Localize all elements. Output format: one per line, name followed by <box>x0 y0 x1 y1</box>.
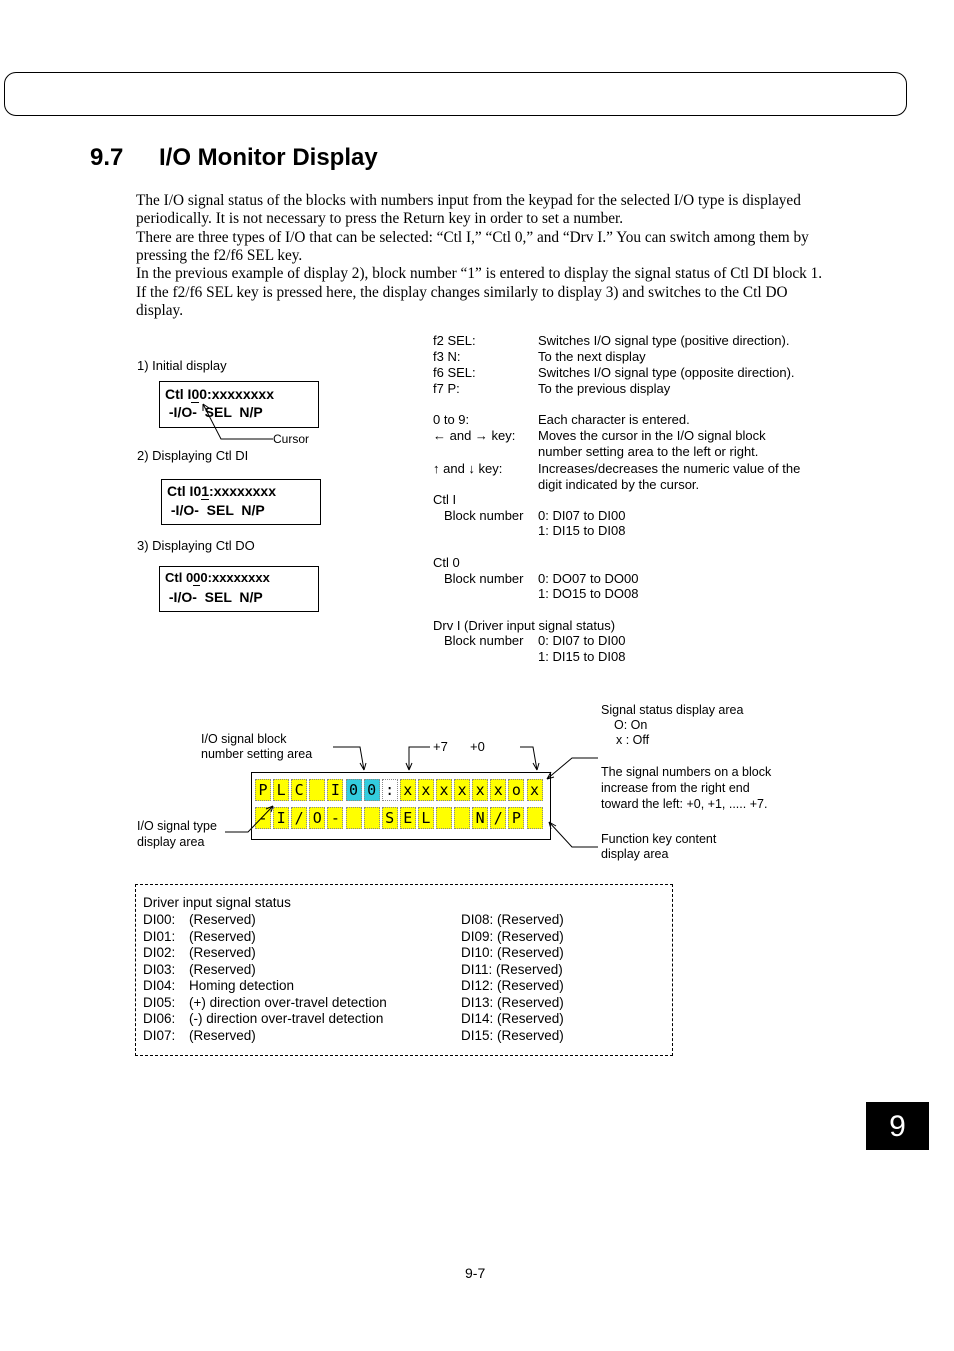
lcd-line-1: Ctl I00:xxxxxxxx <box>165 386 274 402</box>
key-desc: Increases/decreases the numeric value of the <box>538 461 801 476</box>
driver-signal-entry: DI11: (Reserved) <box>461 961 563 977</box>
driver-signal-desc: (Reserved) <box>189 961 256 977</box>
driver-signal-id: DI04: <box>143 978 176 993</box>
block-value: 0: DI07 to DI00 <box>538 633 626 648</box>
lcd-cell: C <box>291 779 307 801</box>
key-name: f3 N: <box>433 349 461 364</box>
block-value: 0: DO07 to DO00 <box>538 571 639 586</box>
intro-line: The I/O signal status of the blocks with numbers input from the keypad for the selected I/O type is displayed <box>136 192 801 209</box>
key-desc: Switches I/O signal type (positive direction). <box>538 333 790 348</box>
lcd-cell: x <box>527 779 543 801</box>
lcd-cell: 0 <box>364 779 380 801</box>
driver-signal-id: DI03: <box>143 961 176 977</box>
key-name: ↑ and ↓ key: <box>433 461 503 476</box>
key-desc: number setting area to the left or right. <box>538 444 759 459</box>
block-value: 1: DO15 to DO08 <box>538 586 639 601</box>
driver-signal-id: DI07: <box>143 1027 176 1043</box>
lcd-cell: x <box>454 779 470 801</box>
lcd-cell: x <box>436 779 452 801</box>
driver-signal-id: DI05: <box>143 994 176 1010</box>
label-status-area: Signal status display area O: On x : Off <box>601 703 744 747</box>
driver-signal-entry: DI10: (Reserved) <box>461 945 564 960</box>
lcd-cell: E <box>400 807 416 829</box>
key-name: 0 to 9: <box>433 412 470 427</box>
lcd-cell: / <box>490 807 506 829</box>
section-title: I/O Monitor Display <box>159 144 378 171</box>
lcd-cell: L <box>273 779 289 801</box>
intro-line: There are three types of I/O that can be selected: “Ctl I,” “Ctl 0,” and “Drv I.” You can switch among them by <box>136 229 809 246</box>
driver-signal-entry: DI15: (Reserved) <box>461 1027 564 1043</box>
key-name: f2 SEL: <box>433 333 476 348</box>
key-desc: To the previous display <box>538 381 671 396</box>
key-name: f6 SEL: <box>433 365 476 380</box>
key-desc: Moves the cursor in the I/O signal block <box>538 428 766 443</box>
block-label: Block number <box>444 571 524 586</box>
block-value: 1: DI15 to DI08 <box>538 649 626 664</box>
label-plus0: +0 <box>470 739 485 754</box>
lcd-cell: : <box>382 779 398 801</box>
block-type: Ctl 0 <box>433 555 460 570</box>
key-name: f7 P: <box>433 381 460 396</box>
key-desc: digit indicated by the cursor. <box>538 477 700 492</box>
label-block-area: I/O signal block number setting area <box>201 732 313 761</box>
lcd-cell: - <box>255 807 271 829</box>
lcd-cell: S <box>382 807 398 829</box>
label-plus7: +7 <box>433 739 448 754</box>
lcd-cell: P <box>255 779 271 801</box>
chapter-tab: 9 <box>866 1102 929 1150</box>
driver-signal-entry: DI09: (Reserved) <box>461 928 564 944</box>
block-value: 0: DI07 to DI00 <box>538 508 626 523</box>
cursor-label: Cursor <box>273 432 310 446</box>
lcd-cell: N <box>472 807 488 829</box>
lcd-cell: x <box>472 779 488 801</box>
section-number: 9.7 <box>90 144 124 171</box>
driver-signal-desc: (Reserved) <box>189 1027 256 1043</box>
page-number: 9-7 <box>465 1265 486 1281</box>
driver-signal-desc: (Reserved) <box>189 945 256 960</box>
lcd-cell: - <box>327 807 343 829</box>
intro-line: If the f2/f6 SEL key is pressed here, the display changes similarly to display 3) and switches to the Ctl DO <box>136 284 788 301</box>
lcd-cell: / <box>291 807 307 829</box>
display-caption: 1) Initial display <box>137 358 227 373</box>
driver-signal-entry: DI08: (Reserved) <box>461 912 564 927</box>
lcd-line-2: -I/O- SEL N/P <box>165 589 263 605</box>
key-desc: Switches I/O signal type (opposite direction). <box>538 365 795 380</box>
intro-line: periodically. It is not necessary to press the Return key in order to set a number. <box>136 210 624 227</box>
lcd-cell: x <box>490 779 506 801</box>
driver-signal-desc: (+) direction over-travel detection <box>189 994 387 1010</box>
lcd-cell: o <box>508 779 524 801</box>
lcd-cell: O <box>309 807 325 829</box>
lcd-cell: I <box>273 807 289 829</box>
label-function-area: Function key content display area <box>601 832 717 861</box>
lcd-cell: I <box>327 779 343 801</box>
driver-signal-entry: DI13: (Reserved) <box>461 994 564 1010</box>
driver-signal-id: DI02: <box>143 945 176 960</box>
lcd-cell: P <box>508 807 524 829</box>
driver-signal-entry: DI12: (Reserved) <box>461 978 564 993</box>
driver-signal-id: DI01: <box>143 928 176 944</box>
block-value: 1: DI15 to DI08 <box>538 523 626 538</box>
lcd-cell: x <box>400 779 416 801</box>
lcd-line-1: Ctl 000:xxxxxxxx <box>165 570 270 585</box>
key-desc: To the next display <box>538 349 646 364</box>
driver-signal-entry: DI14: (Reserved) <box>461 1011 564 1026</box>
intro-line: In the previous example of display 2), block number “1” is entered to display the signal status of Ctl DI block 1. <box>136 265 823 282</box>
display-caption: 3) Displaying Ctl DO <box>137 538 255 553</box>
block-type: Drv I (Driver input signal status) <box>433 618 616 633</box>
driver-signal-id: DI06: <box>143 1011 176 1026</box>
key-name: ← and → key: <box>433 428 516 443</box>
key-desc: Each character is entered. <box>538 412 690 427</box>
block-label: Block number <box>444 633 524 648</box>
lcd-cell: 0 <box>346 779 362 801</box>
block-label: Block number <box>444 508 524 523</box>
lcd-line-2: -I/O- SEL N/P <box>165 404 263 420</box>
intro-line: display. <box>136 302 184 319</box>
label-type-area: I/O signal type display area <box>137 819 217 849</box>
driver-signal-desc: (Reserved) <box>189 928 256 944</box>
intro-line: pressing the f2/f6 SEL key. <box>136 247 303 264</box>
driver-signal-id: DI00: <box>143 912 176 927</box>
lcd-line-1: Ctl I01:xxxxxxxx <box>167 483 276 499</box>
block-type: Ctl I <box>433 492 457 507</box>
label-signal-numbers: The signal numbers on a block increase from the right end toward the left: +0, +1, ..... +7. <box>601 765 772 811</box>
lcd-cell: L <box>418 807 434 829</box>
driver-signal-desc: (Reserved) <box>189 912 256 927</box>
lcd-line-2: -I/O- SEL N/P <box>167 502 265 518</box>
display-caption: 2) Displaying Ctl DI <box>137 448 249 463</box>
driver-status-title: Driver input signal status <box>143 895 291 910</box>
lcd-cell: x <box>418 779 434 801</box>
driver-signal-desc: (-) direction over-travel detection <box>189 1011 384 1026</box>
driver-signal-desc: Homing detection <box>189 978 295 993</box>
